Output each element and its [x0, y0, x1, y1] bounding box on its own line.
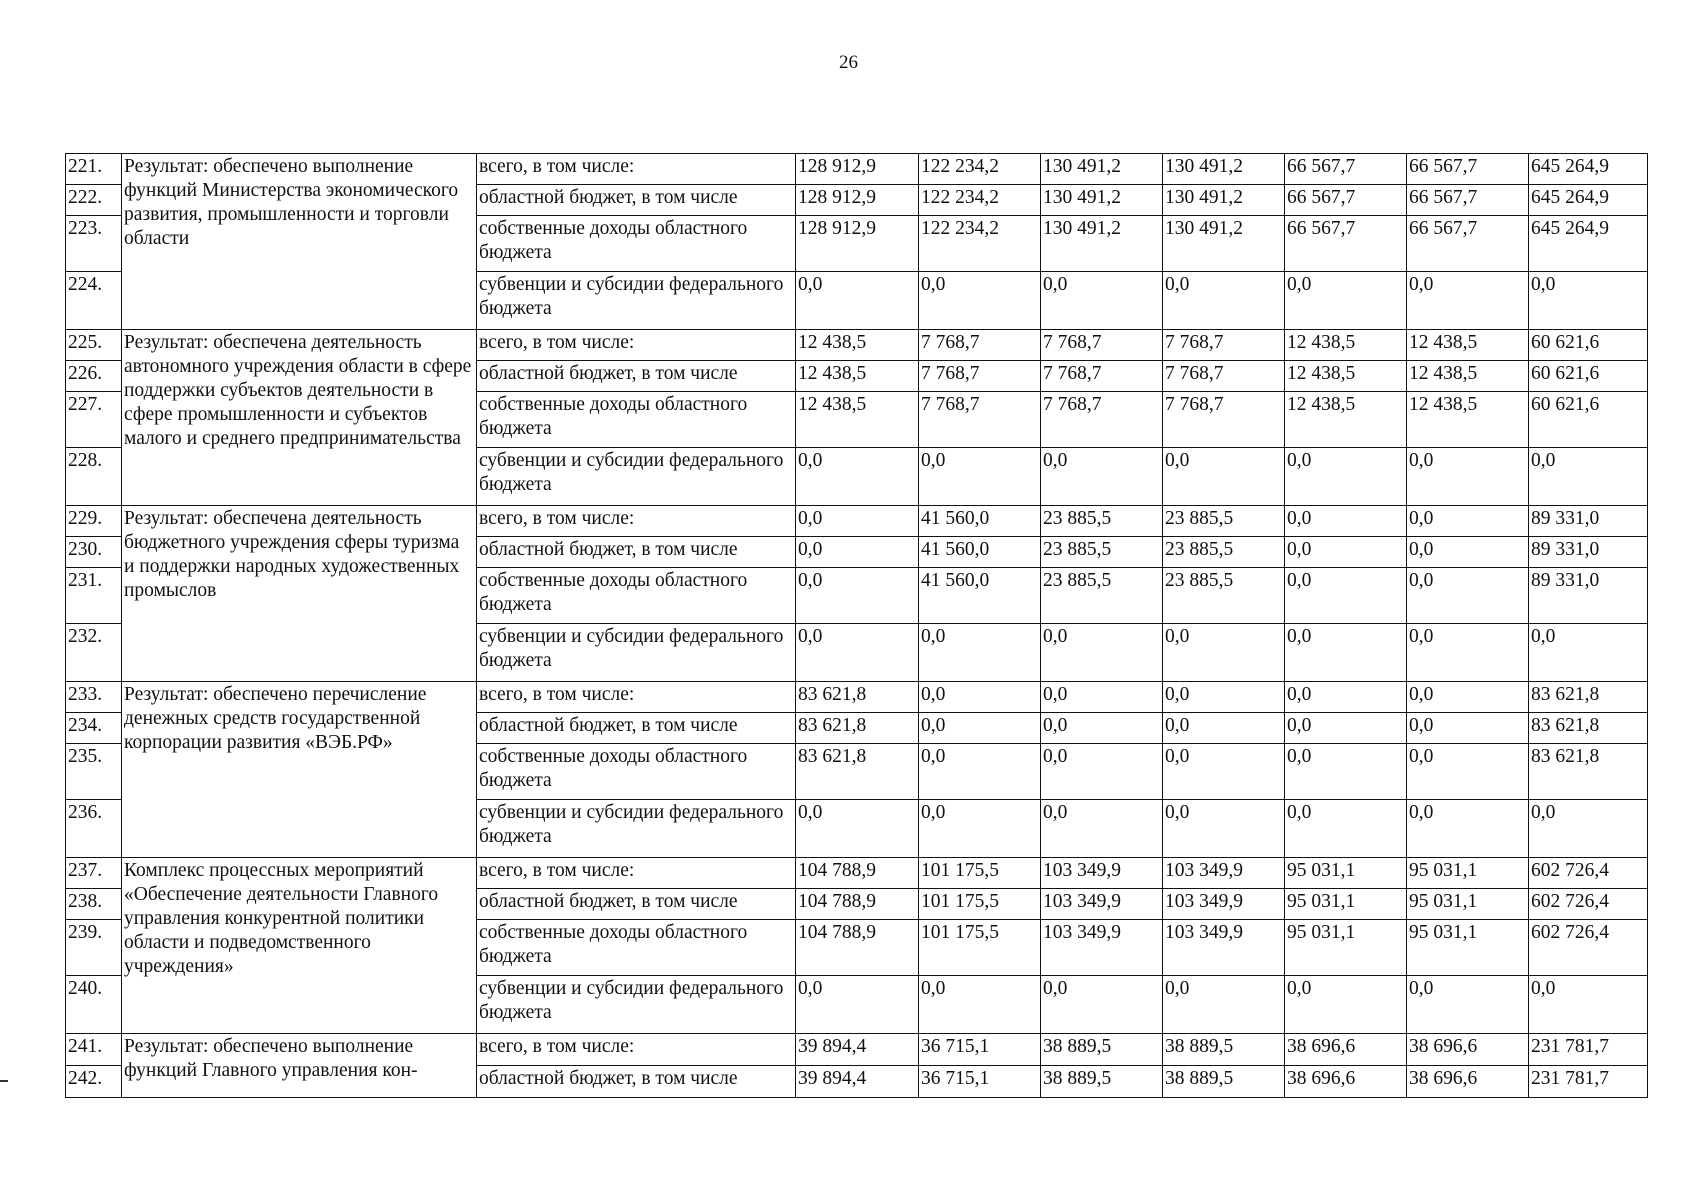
table-row — [66, 506, 1648, 537]
funding-source: собственные доходы областного бюджета — [477, 744, 796, 800]
value-year: 0,0 — [796, 800, 919, 858]
value-total: 231 781,7 — [1529, 1034, 1648, 1066]
result-title: Результат: обеспечена деятельность бюджетного учреждения сферы туризма и поддержки народных художественных промыслов — [122, 506, 477, 682]
value-year: 39 894,4 — [796, 1034, 919, 1066]
value-year: 130 491,2 — [1163, 154, 1285, 185]
value-year: 23 885,5 — [1163, 537, 1285, 568]
value-year: 95 031,1 — [1407, 858, 1529, 889]
value-year: 7 768,7 — [919, 361, 1041, 392]
table-row — [66, 682, 1648, 713]
value-year: 0,0 — [1163, 624, 1285, 682]
row-number: 239. — [66, 920, 122, 976]
value-year: 0,0 — [1041, 624, 1163, 682]
funding-source: областной бюджет, в том числе — [477, 713, 796, 744]
value-year: 130 491,2 — [1041, 216, 1163, 272]
value-year: 0,0 — [919, 713, 1041, 744]
row-number: 238. — [66, 889, 122, 920]
value-year: 0,0 — [1407, 448, 1529, 506]
row-number: 230. — [66, 537, 122, 568]
value-year: 38 696,6 — [1407, 1034, 1529, 1066]
value-year: 0,0 — [919, 624, 1041, 682]
value-year: 83 621,8 — [796, 682, 919, 713]
value-year: 0,0 — [1285, 800, 1407, 858]
value-total: 60 621,6 — [1529, 361, 1648, 392]
value-year: 130 491,2 — [1041, 185, 1163, 216]
value-year: 104 788,9 — [796, 920, 919, 976]
value-year: 66 567,7 — [1285, 154, 1407, 185]
value-year: 0,0 — [1407, 976, 1529, 1034]
value-year: 122 234,2 — [919, 216, 1041, 272]
value-year: 39 894,4 — [796, 1066, 919, 1098]
funding-source: областной бюджет, в том числе — [477, 185, 796, 216]
value-total: 0,0 — [1529, 272, 1648, 330]
value-year: 23 885,5 — [1041, 568, 1163, 624]
value-year: 36 715,1 — [919, 1034, 1041, 1066]
value-total: 602 726,4 — [1529, 858, 1648, 889]
budget-table-body — [66, 154, 1648, 1098]
value-year: 0,0 — [1041, 448, 1163, 506]
value-year: 0,0 — [1407, 800, 1529, 858]
value-year: 95 031,1 — [1285, 889, 1407, 920]
row-number: 236. — [66, 800, 122, 858]
value-total: 89 331,0 — [1529, 537, 1648, 568]
value-total: 645 264,9 — [1529, 185, 1648, 216]
row-number: 229. — [66, 506, 122, 537]
funding-source: всего, в том числе: — [477, 858, 796, 889]
value-year: 0,0 — [1285, 506, 1407, 537]
funding-source: всего, в том числе: — [477, 154, 796, 185]
value-year: 38 889,5 — [1163, 1066, 1285, 1098]
value-year: 7 768,7 — [1163, 330, 1285, 361]
row-number: 232. — [66, 624, 122, 682]
value-year: 0,0 — [919, 800, 1041, 858]
value-year: 7 768,7 — [1163, 361, 1285, 392]
value-year: 7 768,7 — [1041, 330, 1163, 361]
row-number: 228. — [66, 448, 122, 506]
value-year: 122 234,2 — [919, 185, 1041, 216]
row-number: 240. — [66, 976, 122, 1034]
row-number: 231. — [66, 568, 122, 624]
value-total: 602 726,4 — [1529, 920, 1648, 976]
value-year: 0,0 — [1163, 682, 1285, 713]
value-year: 130 491,2 — [1163, 216, 1285, 272]
value-year: 0,0 — [1407, 537, 1529, 568]
value-year: 0,0 — [1163, 744, 1285, 800]
value-year: 95 031,1 — [1285, 920, 1407, 976]
row-number: 226. — [66, 361, 122, 392]
value-year: 83 621,8 — [796, 713, 919, 744]
value-year: 103 349,9 — [1163, 889, 1285, 920]
funding-source: областной бюджет, в том числе — [477, 1066, 796, 1098]
value-year: 103 349,9 — [1041, 858, 1163, 889]
row-number: 224. — [66, 272, 122, 330]
value-year: 38 889,5 — [1041, 1034, 1163, 1066]
value-year: 41 560,0 — [919, 506, 1041, 537]
value-year: 0,0 — [796, 537, 919, 568]
value-total: 0,0 — [1529, 624, 1648, 682]
value-year: 0,0 — [919, 682, 1041, 713]
value-year: 66 567,7 — [1407, 185, 1529, 216]
value-year: 0,0 — [1163, 713, 1285, 744]
funding-source: всего, в том числе: — [477, 506, 796, 537]
value-year: 95 031,1 — [1285, 858, 1407, 889]
table-row — [66, 858, 1648, 889]
table-row — [66, 1034, 1648, 1066]
value-year: 0,0 — [796, 272, 919, 330]
value-year: 0,0 — [1407, 744, 1529, 800]
value-year: 103 349,9 — [1041, 920, 1163, 976]
value-year: 23 885,5 — [1163, 568, 1285, 624]
value-year: 0,0 — [919, 976, 1041, 1034]
value-year: 0,0 — [919, 744, 1041, 800]
value-year: 128 912,9 — [796, 185, 919, 216]
funding-source: собственные доходы областного бюджета — [477, 920, 796, 976]
value-year: 101 175,5 — [919, 858, 1041, 889]
value-year: 128 912,9 — [796, 154, 919, 185]
value-year: 66 567,7 — [1285, 185, 1407, 216]
value-year: 12 438,5 — [796, 330, 919, 361]
value-year: 0,0 — [1041, 682, 1163, 713]
value-year: 103 349,9 — [1163, 858, 1285, 889]
value-year: 66 567,7 — [1285, 216, 1407, 272]
value-year: 0,0 — [1407, 682, 1529, 713]
funding-source: субвенции и субсидии федерального бюджета — [477, 624, 796, 682]
row-number: 235. — [66, 744, 122, 800]
value-year: 0,0 — [1041, 976, 1163, 1034]
funding-source: собственные доходы областного бюджета — [477, 392, 796, 448]
value-year: 38 696,6 — [1407, 1066, 1529, 1098]
funding-source: всего, в том числе: — [477, 1034, 796, 1066]
value-year: 0,0 — [796, 624, 919, 682]
value-year: 0,0 — [919, 272, 1041, 330]
value-total: 231 781,7 — [1529, 1066, 1648, 1098]
value-year: 104 788,9 — [796, 889, 919, 920]
value-year: 0,0 — [796, 506, 919, 537]
value-year: 23 885,5 — [1041, 506, 1163, 537]
value-year: 128 912,9 — [796, 216, 919, 272]
result-title: Результат: обеспечено перечисление денежных средств государственной корпорации развития «ВЭБ.РФ» — [122, 682, 477, 858]
value-total: 89 331,0 — [1529, 506, 1648, 537]
value-year: 122 234,2 — [919, 154, 1041, 185]
value-year: 0,0 — [796, 976, 919, 1034]
funding-source: областной бюджет, в том числе — [477, 889, 796, 920]
value-year: 7 768,7 — [919, 392, 1041, 448]
table-row — [66, 330, 1648, 361]
value-year: 0,0 — [1285, 744, 1407, 800]
value-total: 83 621,8 — [1529, 713, 1648, 744]
value-year: 12 438,5 — [796, 361, 919, 392]
value-year: 66 567,7 — [1407, 154, 1529, 185]
value-year: 130 491,2 — [1041, 154, 1163, 185]
value-total: 60 621,6 — [1529, 392, 1648, 448]
value-year: 0,0 — [1041, 713, 1163, 744]
value-year: 95 031,1 — [1407, 889, 1529, 920]
margin-mark — [0, 1080, 8, 1082]
value-year: 83 621,8 — [796, 744, 919, 800]
value-year: 0,0 — [1407, 624, 1529, 682]
funding-source: областной бюджет, в том числе — [477, 361, 796, 392]
row-number: 221. — [66, 154, 122, 185]
value-year: 0,0 — [1041, 800, 1163, 858]
value-year: 0,0 — [1285, 624, 1407, 682]
value-year: 0,0 — [1285, 448, 1407, 506]
value-year: 38 889,5 — [1163, 1034, 1285, 1066]
value-year: 0,0 — [1163, 448, 1285, 506]
value-year: 38 889,5 — [1041, 1066, 1163, 1098]
value-year: 7 768,7 — [1041, 392, 1163, 448]
funding-source: собственные доходы областного бюджета — [477, 568, 796, 624]
value-year: 23 885,5 — [1163, 506, 1285, 537]
value-year: 38 696,6 — [1285, 1034, 1407, 1066]
value-year: 41 560,0 — [919, 568, 1041, 624]
row-number: 222. — [66, 185, 122, 216]
value-total: 0,0 — [1529, 976, 1648, 1034]
value-year: 0,0 — [796, 448, 919, 506]
value-year: 36 715,1 — [919, 1066, 1041, 1098]
table-row — [66, 154, 1648, 185]
row-number: 227. — [66, 392, 122, 448]
value-total: 89 331,0 — [1529, 568, 1648, 624]
row-number: 241. — [66, 1034, 122, 1066]
funding-source: всего, в том числе: — [477, 330, 796, 361]
funding-source: областной бюджет, в том числе — [477, 537, 796, 568]
value-year: 12 438,5 — [1285, 361, 1407, 392]
row-number: 223. — [66, 216, 122, 272]
value-year: 101 175,5 — [919, 889, 1041, 920]
value-year: 103 349,9 — [1041, 889, 1163, 920]
value-total: 0,0 — [1529, 448, 1648, 506]
row-number: 234. — [66, 713, 122, 744]
budget-table — [65, 153, 1648, 1098]
value-year: 12 438,5 — [1285, 330, 1407, 361]
value-year: 12 438,5 — [1407, 392, 1529, 448]
value-year: 0,0 — [1407, 506, 1529, 537]
value-total: 645 264,9 — [1529, 154, 1648, 185]
value-year: 0,0 — [1285, 537, 1407, 568]
value-year: 130 491,2 — [1163, 185, 1285, 216]
value-year: 7 768,7 — [1041, 361, 1163, 392]
value-total: 602 726,4 — [1529, 889, 1648, 920]
value-year: 0,0 — [1407, 713, 1529, 744]
value-total: 83 621,8 — [1529, 744, 1648, 800]
value-year: 0,0 — [1163, 976, 1285, 1034]
funding-source: субвенции и субсидии федерального бюджета — [477, 800, 796, 858]
value-year: 0,0 — [919, 448, 1041, 506]
value-year: 41 560,0 — [919, 537, 1041, 568]
value-year: 0,0 — [1285, 976, 1407, 1034]
value-year: 0,0 — [1041, 272, 1163, 330]
value-year: 12 438,5 — [796, 392, 919, 448]
value-year: 12 438,5 — [1285, 392, 1407, 448]
row-number: 225. — [66, 330, 122, 361]
value-year: 0,0 — [1407, 272, 1529, 330]
page-number: 26 — [839, 52, 858, 73]
funding-source: субвенции и субсидии федерального бюджета — [477, 448, 796, 506]
funding-source: субвенции и субсидии федерального бюджета — [477, 272, 796, 330]
value-total: 645 264,9 — [1529, 216, 1648, 272]
funding-source: всего, в том числе: — [477, 682, 796, 713]
value-year: 38 696,6 — [1285, 1066, 1407, 1098]
value-year: 12 438,5 — [1407, 361, 1529, 392]
value-total: 83 621,8 — [1529, 682, 1648, 713]
value-year: 7 768,7 — [919, 330, 1041, 361]
value-year: 0,0 — [1285, 713, 1407, 744]
value-year: 23 885,5 — [1041, 537, 1163, 568]
value-year: 0,0 — [1285, 568, 1407, 624]
value-year: 0,0 — [1407, 568, 1529, 624]
value-year: 7 768,7 — [1163, 392, 1285, 448]
funding-source: собственные доходы областного бюджета — [477, 216, 796, 272]
result-title: Результат: обеспечено выполнение функций Главного управления кон- — [122, 1034, 477, 1098]
value-year: 66 567,7 — [1407, 216, 1529, 272]
funding-source: субвенции и субсидии федерального бюджета — [477, 976, 796, 1034]
value-year: 0,0 — [1163, 800, 1285, 858]
value-year: 103 349,9 — [1163, 920, 1285, 976]
value-year: 0,0 — [1285, 272, 1407, 330]
value-total: 60 621,6 — [1529, 330, 1648, 361]
value-year: 95 031,1 — [1407, 920, 1529, 976]
result-title: Результат: обеспечена деятельность автономного учреждения области в сфере поддержки субъектов деятельности в сфере промышленности и субъектов малого и среднего предпринимательства — [122, 330, 477, 506]
value-year: 104 788,9 — [796, 858, 919, 889]
value-year: 101 175,5 — [919, 920, 1041, 976]
row-number: 242. — [66, 1066, 122, 1098]
value-year: 0,0 — [1163, 272, 1285, 330]
value-total: 0,0 — [1529, 800, 1648, 858]
result-title: Результат: обеспечено выполнение функций Министерства экономического развития, промышленности и торговли области — [122, 154, 477, 330]
value-year: 12 438,5 — [1407, 330, 1529, 361]
value-year: 0,0 — [1041, 744, 1163, 800]
value-year: 0,0 — [1285, 682, 1407, 713]
row-number: 237. — [66, 858, 122, 889]
result-title: Комплекс процессных мероприятий «Обеспечение деятельности Главного управления конкурентной политики области и подведомственного учреждения» — [122, 858, 477, 1034]
row-number: 233. — [66, 682, 122, 713]
value-year: 0,0 — [796, 568, 919, 624]
